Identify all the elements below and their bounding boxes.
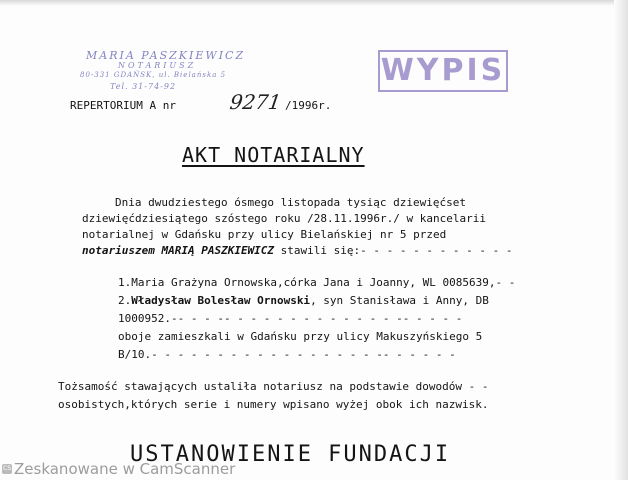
party-1 (118, 276, 515, 290)
intro-line-3: notarialnej w Gdańsku przy ulicy Bielańskiej nr 5 przed (82, 228, 447, 241)
intro-line-4 (82, 244, 512, 258)
intro-line-1: Dnia dwudziestego ósmego listopada tysiąc dziewięćset (115, 196, 466, 209)
repertorium-year: /1996r. (285, 99, 332, 112)
repertorium-label: REPERTORIUM A nr (70, 99, 176, 112)
document-title: AKT NOTARIALNY (182, 143, 365, 167)
party-2-details: , syn Stanisława i Anny, DB (310, 294, 489, 307)
party-2-line-4: B/10.- - - - - - - - - - - - - - - - - -- - - - - - (118, 348, 456, 361)
camscanner-icon: CS (3, 465, 11, 472)
scan-edge-top (0, 0, 628, 6)
intro-line-4-rest: stawili się:- - - - - - - - - - - - (274, 244, 513, 257)
stamp-line-2: NOTARIUSZ (118, 61, 197, 70)
intro-line-2: dziewięćdziesiątego szóstego roku /28.11.1996r./ w kancelarii (82, 212, 486, 225)
wypis-stamp: WYPIS (378, 50, 508, 92)
identity-line-2: osobistych,których serie i numery wpisano wyżej obok ich nazwisk. (58, 398, 489, 411)
party-1-number: 1. (118, 276, 132, 289)
party-2-line-2: 1000952.-- - - -- - - - - - - - - - - - - -- - - - - (118, 312, 463, 325)
identity-line-1: Tożsamość stawających ustaliła notariusz na podstawie dowodów - - (58, 380, 489, 393)
party-2 (118, 294, 489, 308)
section-heading: USTANOWIENIE FUNDACJI (130, 442, 451, 467)
stamp-line-3: 80-331 GDAŃSK, ul. Bielańska 5 (80, 71, 227, 79)
party-1-name: Maria Grażyna Ornowska (131, 276, 277, 289)
camscanner-watermark: Zeskanowane w CamScanner (14, 460, 236, 478)
scan-edge-right (614, 0, 628, 480)
party-2-name: Władysław Bolesław Ornowski (131, 294, 311, 307)
stamp-line-1: MARIA PASZKIEWICZ (86, 49, 246, 62)
repertorium-number: 9271 (228, 90, 283, 114)
notary-stamp (80, 49, 280, 95)
stamp-line-4: Tel. 31-74-92 (110, 82, 177, 91)
party-2-line-3: oboje zamieszkali w Gdańsku przy ulicy Makuszyńskiego 5 (118, 330, 483, 343)
party-1-details: ,córka Jana i Joanny, WL 0085639,- - (276, 276, 516, 289)
notary-name: notariuszem MARIĄ PASZKIEWICZ (82, 244, 275, 257)
party-2-number: 2. (118, 294, 132, 307)
